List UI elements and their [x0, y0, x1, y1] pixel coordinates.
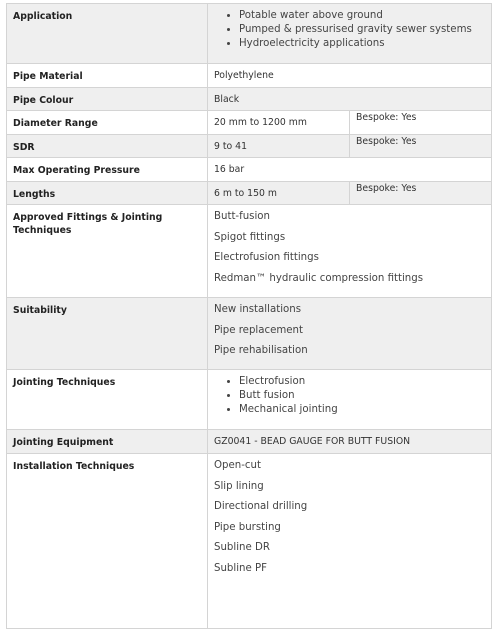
- value-jointing-equipment: GZ0041 - BEAD GAUGE FOR BUTT FUSION: [208, 430, 492, 454]
- specification-table: [6, 3, 492, 629]
- row-jointing-equipment: [7, 430, 492, 454]
- list-item: • Electrofusion: [239, 375, 491, 389]
- list-item: Slip lining: [214, 480, 264, 492]
- value-sdr: 9 to 41: [208, 135, 350, 158]
- label-pipe-material: Pipe Material: [7, 64, 208, 88]
- value-suitability: [208, 298, 492, 370]
- row-pipe-material: [7, 64, 492, 88]
- row-lengths: [7, 182, 492, 205]
- label-fittings: Approved Fittings & Jointing Techniques: [7, 205, 208, 298]
- row-diameter-range: [7, 111, 492, 135]
- value-diameter-range: 20 mm to 1200 mm: [208, 111, 350, 135]
- list-item: New installations: [214, 304, 302, 315]
- list-item: Butt-fusion: [214, 211, 270, 222]
- bespoke-lengths: Bespoke: Yes: [350, 182, 492, 205]
- label-sdr: SDR: [7, 135, 208, 158]
- list-item: • Butt fusion: [239, 389, 491, 403]
- label-installation: Installation Techniques: [7, 454, 208, 629]
- value-jointing-techniques: [208, 370, 492, 430]
- list-item: Pipe rehabilisation: [214, 345, 308, 356]
- row-jointing-techniques: [7, 370, 492, 430]
- list-item: • Pumped & pressurised gravity sewer systems: [239, 23, 491, 37]
- list-item: Pipe bursting: [214, 521, 281, 533]
- application-list: [214, 9, 491, 51]
- list-item: Subline PF: [214, 562, 268, 574]
- list-item: Open-cut: [214, 460, 261, 471]
- row-suitability: [7, 298, 492, 370]
- list-item: • Potable water above ground: [239, 9, 491, 23]
- value-pipe-colour: Black: [208, 88, 492, 111]
- label-suitability: Suitability: [7, 298, 208, 370]
- value-application: [208, 4, 492, 64]
- value-max-pressure: 16 bar: [208, 158, 492, 182]
- list-item: Redman™ hydraulic compression fittings: [214, 272, 424, 284]
- value-lengths: 6 m to 150 m: [208, 182, 350, 205]
- bespoke-sdr: Bespoke: Yes: [350, 135, 492, 158]
- list-item: Subline DR: [214, 542, 270, 553]
- label-lengths: Lengths: [7, 182, 208, 205]
- row-pipe-colour: [7, 88, 492, 111]
- label-jointing-techniques: Jointing Techniques: [7, 370, 208, 430]
- jointing-techniques-list: [214, 375, 491, 417]
- list-item: Spigot fittings: [214, 231, 286, 243]
- bespoke-diameter-range: Bespoke: Yes: [350, 111, 492, 135]
- label-diameter-range: Diameter Range: [7, 111, 208, 135]
- label-application: Application: [7, 4, 208, 64]
- label-jointing-equipment: Jointing Equipment: [7, 430, 208, 454]
- list-item: Directional drilling: [214, 501, 308, 512]
- row-application: [7, 4, 492, 64]
- value-fittings: [208, 205, 492, 298]
- row-sdr: [7, 135, 492, 158]
- row-installation: [7, 454, 492, 629]
- label-pipe-colour: Pipe Colour: [7, 88, 208, 111]
- list-item: Pipe replacement: [214, 324, 304, 336]
- label-max-pressure: Max Operating Pressure: [7, 158, 208, 182]
- row-max-pressure: [7, 158, 492, 182]
- row-fittings: [7, 205, 492, 298]
- value-pipe-material: Polyethylene: [208, 64, 492, 88]
- value-installation: [208, 454, 492, 629]
- list-item: • Hydroelectricity applications: [239, 37, 491, 51]
- list-item: Electrofusion fittings: [214, 252, 319, 263]
- list-item: • Mechanical jointing: [239, 403, 491, 417]
